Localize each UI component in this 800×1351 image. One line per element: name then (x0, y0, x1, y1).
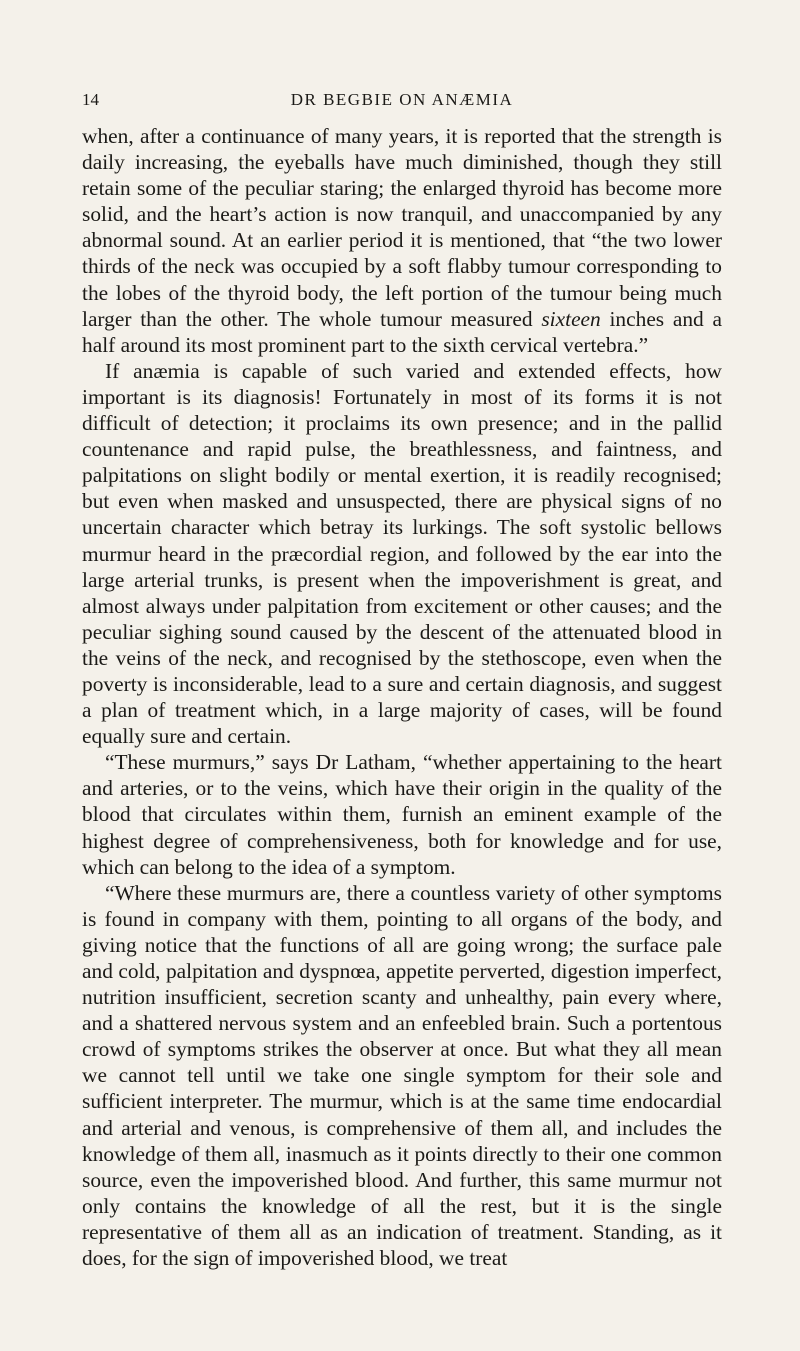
running-title: DR BEGBIE ON ANÆMIA (290, 90, 514, 109)
running-head (82, 90, 722, 114)
paragraph-continuation (82, 123, 722, 358)
paragraph-text: inches and a half around its most prominent part to the sixth cervical vertebra.” (82, 306, 722, 357)
body-text (82, 123, 722, 1271)
paragraph-murmurs-symptoms: “Where these murmurs are, there a countless variety of other symptoms is found in company with them, pointing to all organs of the body, and giving notice that the functions of all are going wrong; the surface pale and cold, palpitation and dyspnœa, appetite perverted, digestion imperfect, nutrition insufficient, secretion scanty and unhealthy, pain every where, and a shattered nervous system and an enfeebled brain. Such a portentous crowd of symptoms strikes the observer at once. But what they all mean we cannot tell until we take one single symptom for their sole and sufficient interpreter. The murmur, which is at the same time endocardial and arterial and venous, is comprehensive of them all, and includes the knowledge of them all, inasmuch as it points directly to their one common source, even the impoverished blood. And further, this same murmur not only contains the knowledge of all the rest, but it is the single representative of them all as an indication of treatment. Standing, as it does, for the sign of impoverished blood, we treat (82, 880, 722, 1271)
paragraph-anaemia-diagnosis: If anæmia is capable of such varied and extended effects, how important is its diagnosis! Fortunately in most of its forms it is not difficult of detection; it proclaims its own presence; and in the pallid countenance and rapid pulse, the breathlessness, and faintness, and palpitations on slight bodily or mental exertion, it is readily recognised; but even when masked and unsuspected, there are physical signs of no uncertain character which betray its lurkings. The soft systolic bellows murmur heard in the præcordial region, and followed by the ear into the large arterial trunks, is present when the impoverishment is great, and almost always under palpitation from excitement or other causes; and the peculiar sighing sound caused by the descent of the attenuated blood in the veins of the neck, and recognised by the stethoscope, even when the poverty is inconsiderable, lead to a sure and certain diagnosis, and suggest a plan of treatment which, in a large majority of cases, will be found equally sure and certain. (82, 358, 722, 749)
paragraph-text: when, after a continuance of many years, it is reported that the strength is daily increasing, the eyeballs have much diminished, though they still retain some of the peculiar staring; the enlarged thyroid has become more solid, and the heart’s action is now tranquil, and unaccompanied by any abnormal sound. At an earlier period it is mentioned, that “the two lower thirds of the neck was occupied by a soft flabby tumour corresponding to the lobes of the thyroid body, the left portion of the tumour being much larger than the other. The whole tumour measured (82, 124, 722, 331)
italic-emphasis: sixteen (541, 306, 601, 331)
paragraph-latham-quote: “These murmurs,” says Dr Latham, “whether appertaining to the heart and arteries, or to the veins, which have their origin in the quality of the blood that circulates within them, furnish an eminent example of the highest degree of comprehensiveness, both for knowledge and for use, which can belong to the idea of a symptom. (82, 750, 722, 879)
page-number: 14 (82, 90, 99, 109)
